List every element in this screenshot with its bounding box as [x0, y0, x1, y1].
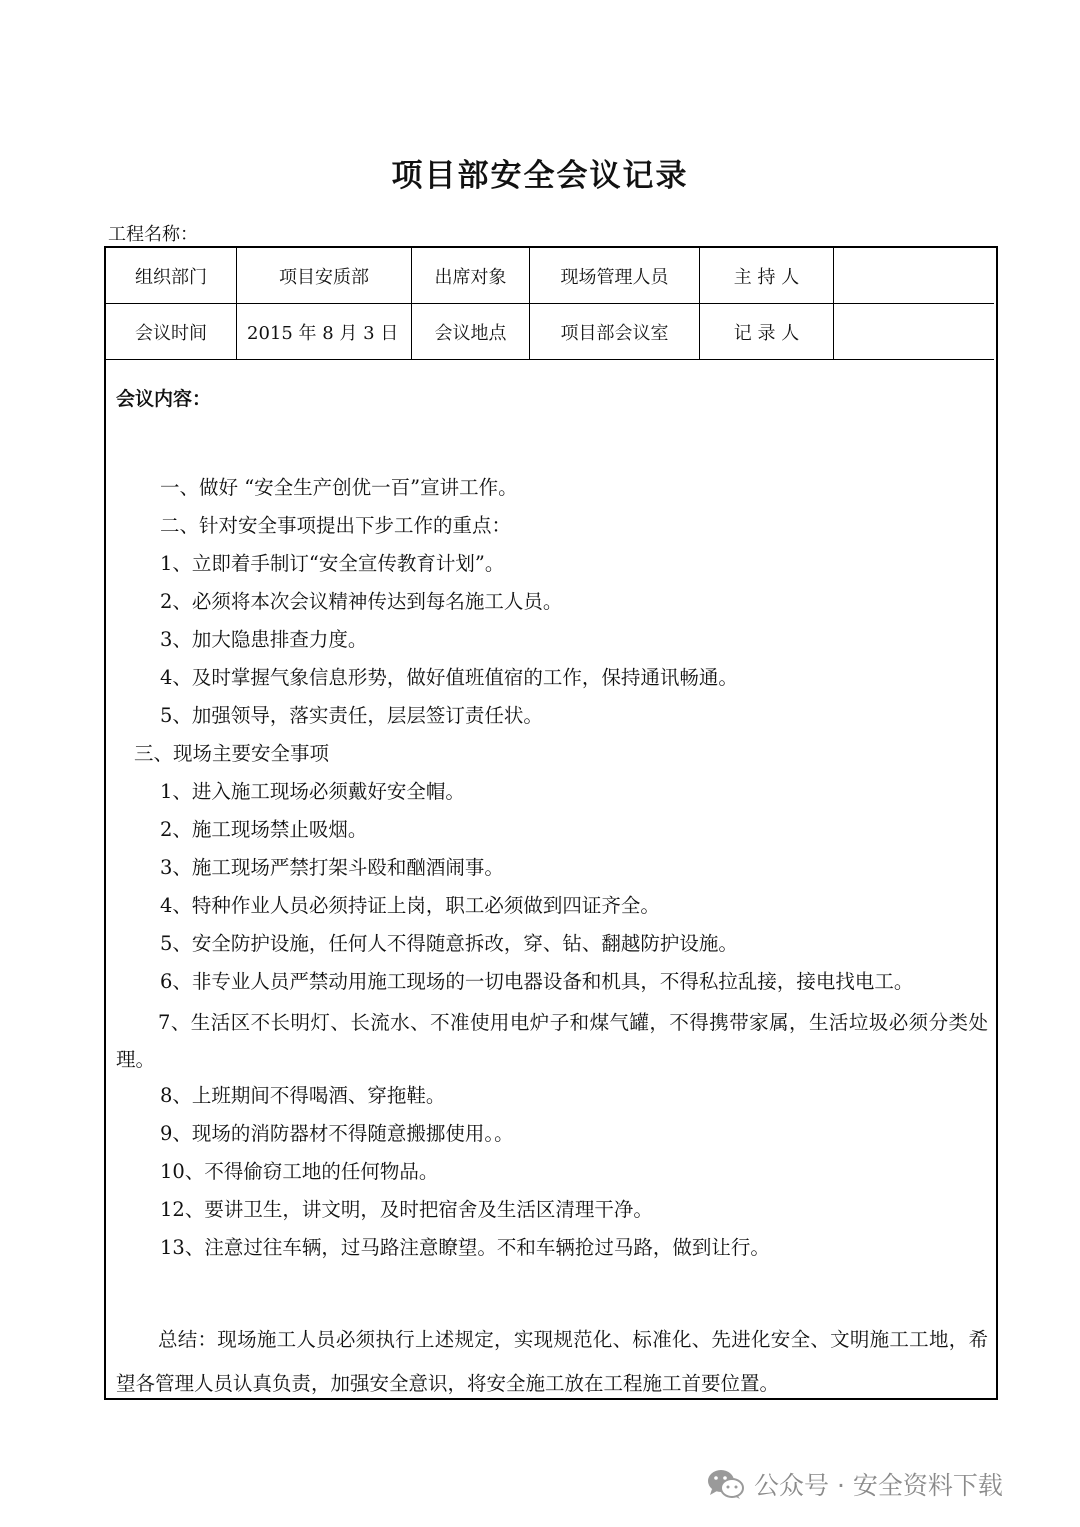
content-item: 3、加大隐患排查力度。 [160, 628, 368, 651]
content-item: 7、生活区不长明灯、长流水、不准使用电炉子和煤气罐，不得携带家属，生活垃圾必须分类处理。 [116, 1011, 988, 1071]
recorder-label: 记 录 人 [700, 304, 834, 360]
meeting-time-label: 会议时间 [106, 304, 237, 360]
content-item: 1、立即着手制订“安全宣传教育计划”。 [160, 552, 505, 575]
content-item: 5、安全防护设施，任何人不得随意拆改，穿、钻、翻越防护设施。 [160, 932, 738, 955]
watermark [706, 1466, 1003, 1502]
content-item: 一、做好 “安全生产创优一百”宣讲工作。 [160, 476, 518, 499]
recorder-value [834, 304, 994, 360]
content-item: 8、上班期间不得喝酒、穿拖鞋。 [160, 1084, 446, 1107]
content-item: 4、及时掌握气象信息形势，做好值班值宿的工作，保持通讯畅通。 [160, 666, 738, 689]
content-item: 10、不得偷窃工地的任何物品。 [160, 1160, 439, 1183]
content-item: 6、非专业人员严禁动用施工现场的一切电器设备和机具，不得私拉乱接，接电找电工。 [160, 970, 914, 993]
meeting-time-value: 2015 年 8 月 3 日 [237, 304, 412, 360]
meeting-record-table [104, 246, 998, 1400]
content-item: 2、必须将本次会议精神传达到每名施工人员。 [160, 590, 563, 613]
content-item: 二、针对安全事项提出下步工作的重点： [160, 514, 512, 537]
meeting-place-label: 会议地点 [412, 304, 530, 360]
meeting-content [106, 360, 996, 1398]
meeting-place-value: 项目部会议室 [530, 304, 700, 360]
project-name-label: 工程名称： [108, 224, 198, 245]
watermark-text: 公众号 · 安全资料下载 [754, 1471, 1003, 1500]
content-item: 2、施工现场禁止吸烟。 [160, 818, 368, 841]
organizer-label: 组织部门 [106, 248, 237, 304]
host-value [834, 248, 994, 304]
attendees-value: 现场管理人员 [530, 248, 700, 304]
organizer-value: 项目安质部 [237, 248, 412, 304]
host-label: 主 持 人 [700, 248, 834, 304]
meeting-info-grid [106, 248, 996, 360]
content-label: 会议内容： [116, 388, 212, 410]
summary-text: 总结：现场施工人员必须执行上述规定，实现规范化、标准化、先进化安全、文明施工工地，希望各管理人员认真负责，加强安全意识，将安全施工放在工程施工首要位置。 [116, 1328, 988, 1395]
wechat-icon [706, 1467, 744, 1501]
content-item: 5、加强领导，落实责任，层层签订责任状。 [160, 704, 543, 727]
page-title: 项目部安全会议记录 [391, 158, 689, 194]
content-item: 13、注意过往车辆，过马路注意瞭望。不和车辆抢过马路，做到让行。 [160, 1236, 770, 1259]
attendees-label: 出席对象 [412, 248, 530, 304]
content-item: 12、要讲卫生，讲文明，及时把宿舍及生活区清理干净。 [160, 1198, 653, 1221]
content-item: 1、进入施工现场必须戴好安全帽。 [160, 780, 465, 803]
content-item: 三、现场主要安全事项 [134, 742, 330, 765]
content-item: 3、施工现场严禁打架斗殴和酗酒闹事。 [160, 856, 504, 879]
content-item: 4、特种作业人员必须持证上岗，职工必须做到四证齐全。 [160, 894, 660, 917]
content-item: 9、现场的消防器材不得随意搬挪使用。。 [160, 1122, 514, 1145]
